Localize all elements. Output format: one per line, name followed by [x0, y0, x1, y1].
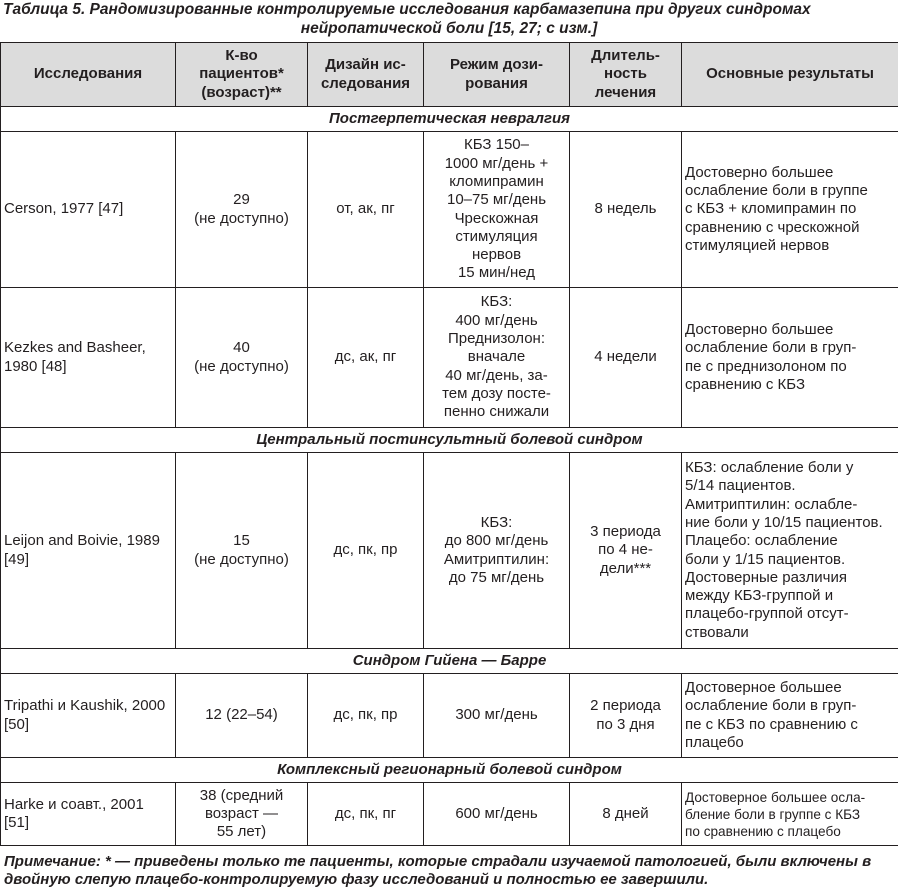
header-design: Дизайн ис- следования — [308, 43, 424, 107]
duration-cell — [570, 288, 682, 428]
results-cell — [682, 453, 898, 649]
line: ствовали — [685, 623, 749, 641]
line: пенно снижали — [443, 403, 550, 421]
line: 5/14 пациентов. — [685, 477, 796, 495]
line: сравнению с чрескожной — [685, 218, 860, 236]
caption-line-2: нейропатической боли [15, 27; с изм.] — [300, 20, 598, 37]
line: по сравнению с плацебо — [685, 823, 841, 839]
design-cell: дс, пк, пг — [308, 783, 424, 846]
line: Преднизолон: — [448, 330, 545, 348]
section-title: Постгерпетическая невралгия — [1, 107, 898, 132]
line: КБЗ: — [480, 293, 513, 311]
header-results: Основные результаты — [682, 43, 898, 107]
line: 8 недель — [594, 200, 657, 218]
header-study: Исследования — [1, 43, 176, 107]
note-text: * — приведены только те пациенты, которые страдали изучаемой патологией, были включены в двойную слепую плацебо-контролируемую фазу исследований и полностью ее завершили. — [4, 853, 872, 888]
line: 4 недели — [594, 348, 657, 366]
duration-cell — [570, 453, 682, 649]
header-regimen: Режим дози- рования — [424, 43, 570, 107]
line: Достоверно большее — [685, 320, 834, 338]
regimen-cell — [424, 132, 570, 288]
line: Амитриптилин: ослабле- — [685, 495, 858, 513]
line: ослабление боли в груп- — [685, 697, 857, 715]
studies-table — [0, 42, 898, 846]
patients-cell — [176, 674, 308, 758]
regimen-cell — [424, 288, 570, 428]
line: 29 — [233, 191, 250, 209]
line: пе с преднизолоном по — [685, 357, 847, 375]
section-row — [1, 107, 898, 132]
line: Достоверное большее — [685, 678, 842, 696]
header-row — [1, 43, 898, 107]
line: 400 мг/день — [455, 311, 538, 329]
line: боли у 1/15 пациентов. — [685, 550, 846, 568]
design-cell: дс, ак, пг — [308, 288, 424, 428]
line: ослабление боли в группе — [685, 182, 868, 200]
line: (не доступно) — [194, 357, 289, 375]
line: до 800 мг/день — [444, 532, 549, 550]
line: 15 — [233, 532, 250, 550]
study-cell: Cerson, 1977 [47] — [1, 132, 176, 288]
line: 2 периода — [590, 697, 661, 715]
regimen-cell — [424, 783, 570, 846]
line: КБЗ: — [480, 513, 513, 531]
section-row — [1, 649, 898, 674]
line: 8 дней — [602, 804, 649, 822]
results-cell — [682, 288, 898, 428]
line: с КБЗ + кломипрамин по — [685, 200, 857, 218]
line: до 75 мг/день — [448, 568, 545, 586]
line: 55 лет) — [216, 823, 267, 841]
header-patients: К-во пациентов* (возраст)** — [176, 43, 308, 107]
line: КБЗ 150– — [463, 136, 529, 154]
table-caption — [0, 0, 898, 38]
line: 38 (средний — [199, 786, 284, 804]
section-title: Синдром Гийена — Барре — [1, 649, 898, 674]
table-row — [1, 783, 898, 846]
patients-cell — [176, 132, 308, 288]
line: 3 периода — [590, 523, 661, 541]
line: 300 мг/день — [455, 706, 538, 724]
patients-cell — [176, 783, 308, 846]
design-cell: дс, пк, пр — [308, 674, 424, 758]
line: тем дозу посте- — [442, 384, 551, 402]
caption-line-1: Таблица 5. Рандомизированные контролируемые исследования карбамазепина при других синдромах — [3, 1, 811, 18]
patients-cell — [176, 288, 308, 428]
results-cell — [682, 674, 898, 758]
line: КБЗ: ослабление боли у — [685, 459, 854, 477]
study-cell: Harke и соавт., 2001 [51] — [1, 783, 176, 846]
line: Плацебо: ослабление — [685, 532, 838, 550]
line: (не доступно) — [194, 209, 289, 227]
line: нервов — [471, 246, 522, 264]
line: пе с КБЗ по сравнению с — [685, 715, 858, 733]
section-title: Комплексный регионарный болевой синдром — [1, 758, 898, 783]
patients-cell — [176, 453, 308, 649]
line: 40 мг/день, за- — [445, 366, 548, 384]
line: ослабление боли в груп- — [685, 339, 857, 357]
design-cell: дс, пк, пр — [308, 453, 424, 649]
line: 12 (22–54) — [205, 706, 278, 724]
regimen-cell — [424, 674, 570, 758]
line: возраст — — [204, 804, 279, 822]
study-cell: Leijon and Boivie, 1989 [49] — [1, 453, 176, 649]
section-title: Центральный постинсультный болевой синдром — [1, 428, 898, 453]
line: плацебо — [685, 733, 744, 751]
results-cell — [682, 783, 898, 846]
line: 1000 мг/день + — [444, 154, 549, 172]
line: Чрескожная — [454, 209, 539, 227]
table-row — [1, 288, 898, 428]
line: Амитриптилин: — [443, 550, 550, 568]
line: стимуляция — [455, 227, 538, 245]
table-row — [1, 132, 898, 288]
line: между КБЗ-группой и — [685, 587, 834, 605]
line: вначале — [467, 348, 526, 366]
line: кломипрамин — [449, 172, 544, 190]
table-row — [1, 674, 898, 758]
duration-cell — [570, 783, 682, 846]
line: Достоверно большее — [685, 163, 834, 181]
line: 600 мг/день — [455, 804, 538, 822]
line: Достоверное большее осла- — [685, 789, 866, 805]
line: сравнению с КБЗ — [685, 375, 805, 393]
table-note — [4, 853, 894, 889]
line: 15 мин/нед — [457, 264, 536, 282]
section-row — [1, 428, 898, 453]
line: плацебо-группой отсут- — [685, 605, 849, 623]
line: ние боли у 10/15 пациентов. — [685, 513, 883, 531]
line: по 4 не- — [598, 541, 653, 559]
regimen-cell — [424, 453, 570, 649]
duration-cell — [570, 674, 682, 758]
line: по 3 дня — [596, 715, 655, 733]
study-cell: Kezkes and Basheer, 1980 [48] — [1, 288, 176, 428]
line: дели*** — [599, 559, 652, 577]
duration-cell — [570, 132, 682, 288]
table-row — [1, 453, 898, 649]
line: 40 — [233, 339, 250, 357]
results-cell — [682, 132, 898, 288]
line: Достоверные различия — [685, 568, 847, 586]
study-cell: Tripathi и Kaushik, 2000 [50] — [1, 674, 176, 758]
line: бление боли в группе с КБЗ — [685, 806, 861, 822]
line: (не доступно) — [194, 550, 289, 568]
design-cell: от, ак, пг — [308, 132, 424, 288]
header-duration: Длитель- ность лечения — [570, 43, 682, 107]
section-row — [1, 758, 898, 783]
line: 10–75 мг/день — [446, 191, 547, 209]
line: стимуляцией нервов — [685, 236, 830, 254]
note-label: Примечание: — [4, 853, 101, 870]
